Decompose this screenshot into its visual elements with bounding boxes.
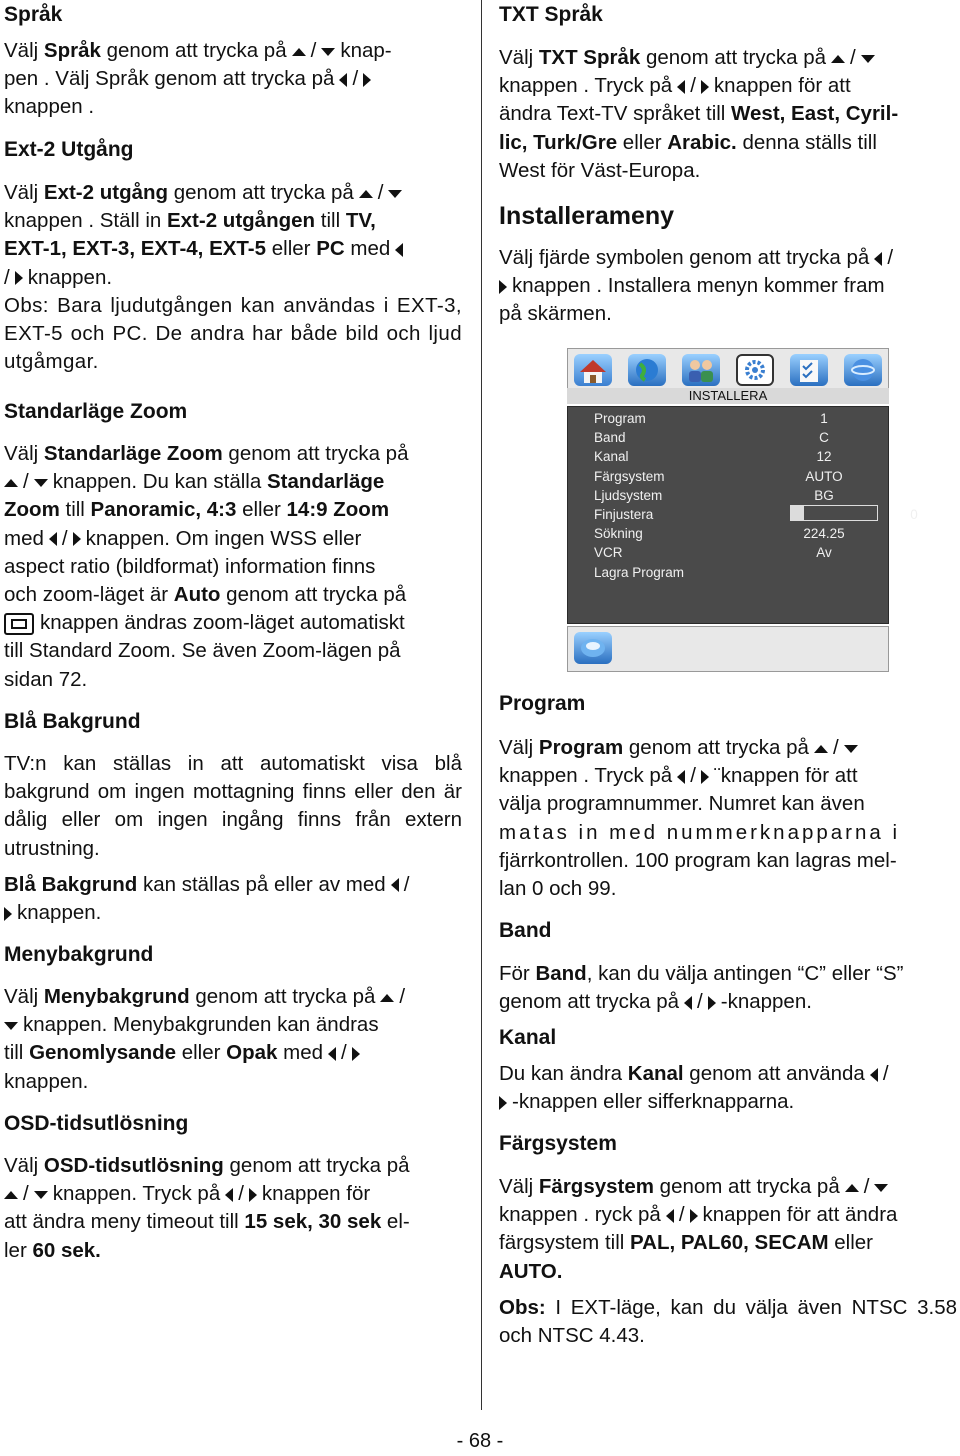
menu-row-ljudsystem[interactable]: Ljudsystem BG [594, 488, 834, 503]
finjustera-slider-fill [791, 506, 804, 520]
section-sprak: Språk Välj Språk genom att trycka på / knap- pen . Välj Språk genom att trycka på / knappen . [4, 1, 462, 122]
up-arrow-icon [380, 994, 394, 1002]
globe-icon [628, 354, 666, 386]
left-arrow-icon [874, 252, 882, 266]
down-arrow-icon [861, 55, 875, 63]
meny-heading: Menybakgrund [4, 943, 154, 966]
up-arrow-icon [845, 1184, 859, 1192]
column-divider [481, 0, 482, 1410]
left-arrow-icon [666, 1209, 674, 1223]
section-installerameny: Installerameny Välj fjärde symbolen genom att trycka på / knappen . Installera menyn kommer fram på skärmen. [499, 200, 957, 329]
left-arrow-icon [677, 770, 685, 784]
house-icon [574, 354, 612, 386]
zoom-key-icon [4, 613, 34, 635]
left-arrow-icon [328, 1047, 336, 1061]
menu-title: INSTALLERA [567, 388, 889, 404]
menu-panel [567, 406, 918, 624]
right-arrow-icon [701, 80, 709, 94]
menu-row-sokning[interactable]: Sökning 224.25 [594, 526, 845, 541]
left-arrow-icon [684, 996, 692, 1010]
left-arrow-icon [339, 73, 347, 87]
right-arrow-icon [352, 1047, 360, 1061]
up-arrow-icon [4, 479, 18, 487]
up-arrow-icon [831, 55, 845, 63]
kanal-heading: Kanal [499, 1026, 557, 1049]
menu-row-kanal[interactable]: Kanal 12 [594, 449, 832, 464]
section-fargsystem: Färgsystem Välj Färgsystem genom att trycka på / knappen . ryck på / knappen för att ändra färgsystem till PAL, PAL60, SECAM eller AUTO. Obs: I EXT-läge, kan du välja även NTSC 3.58 och NTSC 4.43. [499, 1132, 957, 1348]
checklist-icon [790, 354, 828, 386]
down-arrow-icon [34, 479, 48, 487]
right-arrow-icon [499, 1096, 507, 1110]
page-number: - 68 - [456, 1430, 504, 1452]
down-arrow-icon [4, 1022, 18, 1030]
sprak-heading: Språk [4, 3, 63, 26]
install-heading: Installerameny [499, 202, 675, 230]
section-ext2: Ext-2 Utgång Välj Ext-2 utgång genom att trycka på / knappen . Ställ in Ext-2 utgången till TV, EXT-1, EXT-3, EXT-4, EXT-5 eller PC med / knappen. Obs: Bara ljudutgången kan användas i EXT-3, EXT-5 och PC. De andra har både bild och ljud utgåmgar. [4, 136, 462, 376]
world-icon [844, 354, 882, 386]
right-arrow-icon [15, 271, 23, 285]
right-arrow-icon [4, 907, 12, 921]
menu-row-lagra-program[interactable]: Lagra Program [594, 565, 685, 580]
band-heading: Band [499, 919, 552, 942]
farg-heading: Färgsystem [499, 1132, 617, 1155]
menu-row-fargsystem[interactable]: Färgsystem AUTO [594, 469, 843, 484]
left-arrow-icon [870, 1068, 878, 1082]
menu-bottom-bar [567, 626, 889, 672]
up-arrow-icon [292, 48, 306, 56]
finjustera-slider[interactable] [790, 505, 878, 521]
left-arrow-icon [49, 532, 57, 546]
txt-heading: TXT Språk [499, 3, 603, 26]
installera-menu-screenshot [567, 348, 918, 672]
down-arrow-icon [388, 190, 402, 198]
osd-heading: OSD-tidsutlösning [4, 1112, 189, 1135]
program-heading: Program [499, 692, 586, 715]
satellite-icon [574, 632, 612, 664]
menu-row-vcr[interactable]: VCR Av [594, 545, 832, 560]
up-arrow-icon [359, 190, 373, 198]
left-arrow-icon [225, 1188, 233, 1202]
down-arrow-icon [874, 1184, 888, 1192]
section-txt-sprak: TXT Språk Välj TXT Språk genom att trycka på / knappen . Tryck på / knappen för att ändra Text-TV språket till West, East, Cyril- lic, Turk/Gre eller Arabic. denna ställs till West för Väst-Europa. [499, 1, 957, 185]
ext2-obs: Obs: Bara ljudutgången kan användas i EXT-3, EXT-5 och PC. De andra har både bild och ljud utgåmgar. [4, 293, 462, 374]
right-arrow-icon [249, 1188, 257, 1202]
down-arrow-icon [34, 1191, 48, 1199]
gear-icon [736, 354, 774, 386]
left-arrow-icon [391, 878, 399, 892]
right-arrow-icon [708, 996, 716, 1010]
down-arrow-icon [844, 745, 858, 753]
menu-row-band[interactable]: Band C [594, 430, 829, 445]
section-osd: OSD-tidsutlösning Välj OSD-tidsutlösning genom att trycka på / knappen. Tryck på / knappen för att ändra meny timeout till 15 sek, 30 sek el- ler 60 sek. [4, 1110, 462, 1265]
right-arrow-icon [363, 73, 371, 87]
menu-icon-bar [567, 348, 889, 390]
people-icon [682, 354, 720, 386]
up-arrow-icon [4, 1191, 18, 1199]
ext2-heading: Ext-2 Utgång [4, 138, 134, 161]
right-arrow-icon [690, 1209, 698, 1223]
right-arrow-icon [499, 280, 507, 294]
zoom-heading: Standarläge Zoom [4, 400, 188, 423]
right-arrow-icon [701, 770, 709, 784]
section-bla-bakgrund: Blå Bakgrund TV:n kan ställas in att automatiskt visa blå bakgrund om ingen mottagning finns eller den är dålig eller om ingen ingång finns från extern utrustning. Blå Bakgrund kan ställas på eller av med / knappen. [4, 710, 462, 925]
bla-heading: Blå Bakgrund [4, 710, 141, 733]
section-menybakgrund: Menybakgrund Välj Menybakgrund genom att trycka på / knappen. Menybakgrunden kan ändras till Genomlysande eller Opak med / knappen. [4, 941, 462, 1096]
section-zoom: Standarläge Zoom Välj Standarläge Zoom genom att trycka på / knappen. Du kan ställa Standarläge Zoom till Panoramic, 4:3 eller 14:9 Zoom med / knappen. Om ingen WSS eller aspect ratio (bildformat) information finns och zoom-läget är Auto genom att trycka på knappen ändras zoom-läget automatiskt till Standard Zoom. Se även Zoom-lägen på sidan 72. [4, 398, 462, 694]
up-arrow-icon [814, 745, 828, 753]
down-arrow-icon [321, 48, 335, 56]
section-kanal: Kanal Du kan ändra Kanal genom att använda / -knappen eller sifferknapparna. [499, 1024, 957, 1116]
section-program: Program Välj Program genom att trycka på / knappen . Tryck på / ¨knappen för att välja programnummer. Numret kan även matas in med nummerknapparna i fjärrkontrollen. 100 program kan lagras mel- lan 0 och 99. [499, 690, 957, 903]
menu-row-program[interactable]: Program 1 [594, 411, 828, 426]
menu-row-finjustera[interactable]: Finjustera 0 [594, 507, 918, 522]
left-arrow-icon [395, 243, 403, 257]
section-band: Band För Band, kan du välja antingen “C” eller “S” genom att trycka på / -knappen. [499, 917, 957, 1016]
left-arrow-icon [677, 80, 685, 94]
right-arrow-icon [73, 532, 81, 546]
